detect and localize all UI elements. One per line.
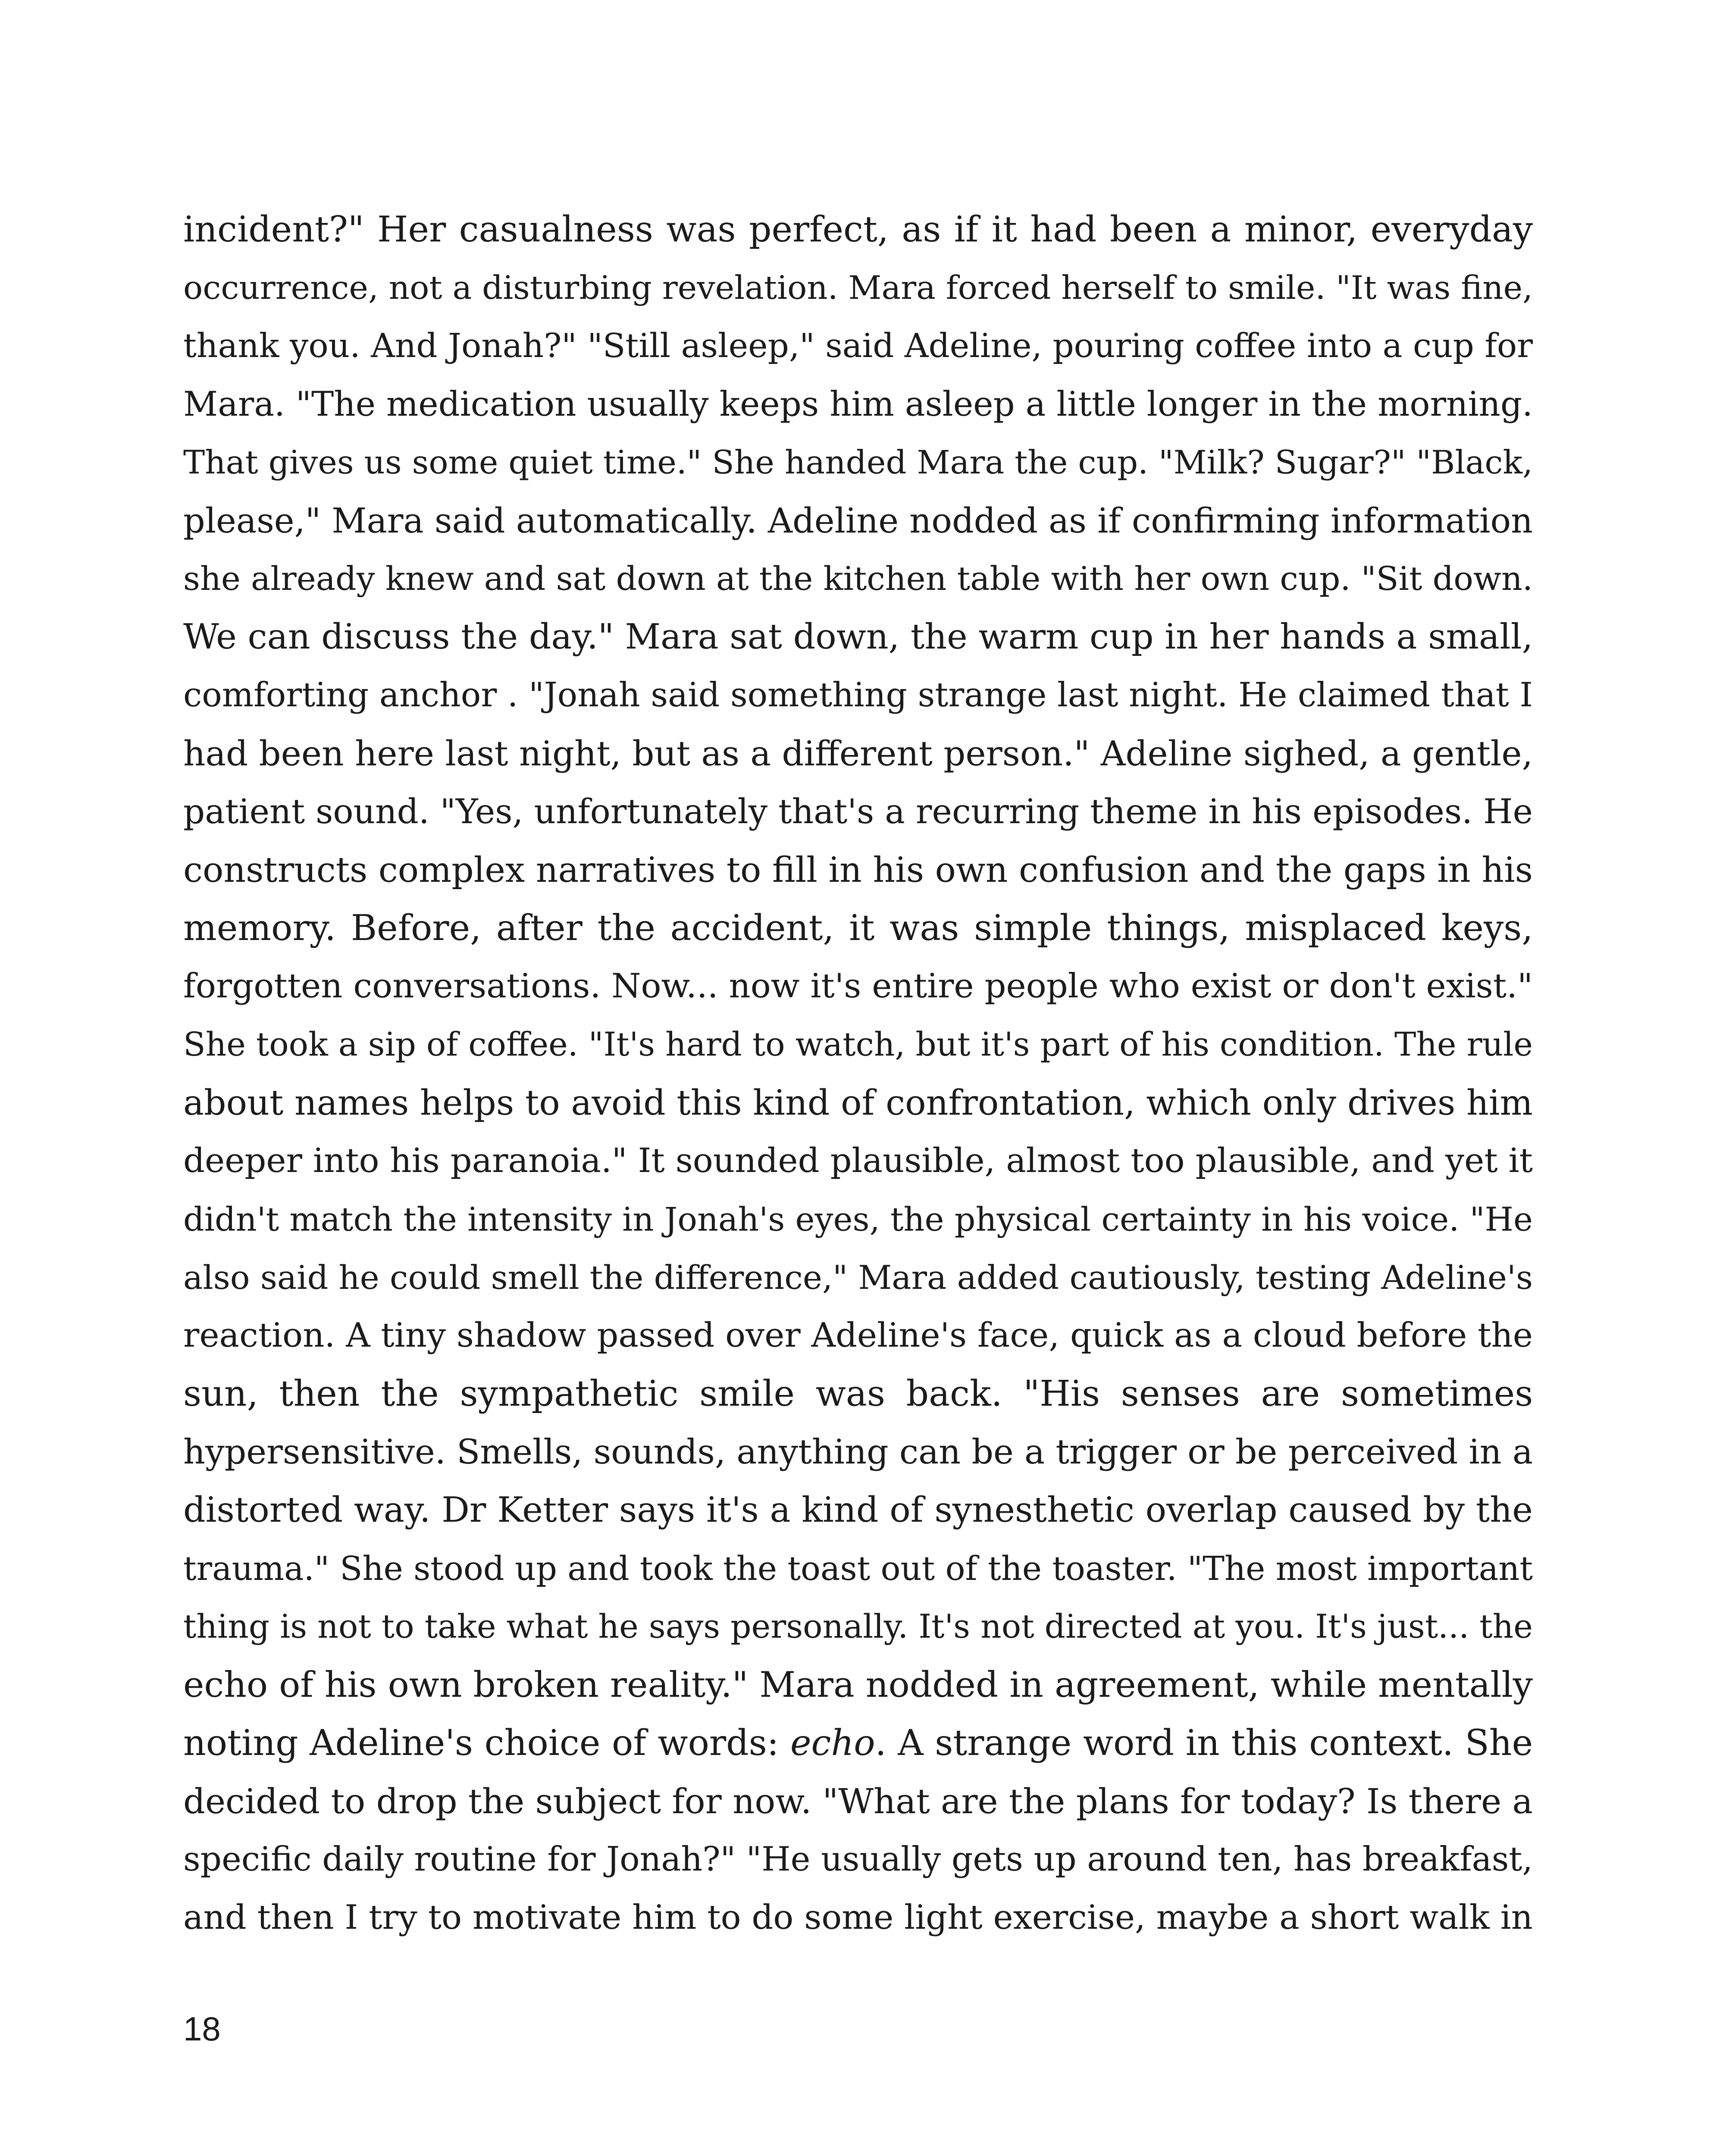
text-line: hypersensitive. Smells, sounds, anything can be a trigger or be perceived in a <box>183 1432 1533 1472</box>
text-line: forgotten conversations. Now... now it's entire people who exist or don't exist." <box>183 967 1533 1006</box>
text-line: thank you. And Jonah?" "Still asleep," said Adeline, pouring coffee into a cup for <box>183 327 1533 365</box>
text-line: trauma." She stood up and took the toast out of the toaster. "The most important <box>183 1549 1533 1588</box>
text-line: memory. Before, after the accident, it was simple things, misplaced keys, <box>183 908 1533 949</box>
text-line: and then I try to motivate him to do some light exercise, maybe a short walk in <box>183 1898 1533 1937</box>
text-segment: noting Adeline's choice of words: <box>183 1723 791 1764</box>
page-number: 18 <box>183 2010 221 2048</box>
text-line: she already knew and sat down at the kitchen table with her own cup. "Sit down. <box>183 560 1533 598</box>
italic-word: echo <box>790 1723 875 1764</box>
text-line-with-italic <box>183 1714 1533 1772</box>
text-line: about names helps to avoid this kind of confrontation, which only drives him <box>183 1082 1533 1123</box>
text-line: comforting anchor . "Jonah said something strange last night. He claimed that I <box>183 676 1533 714</box>
text-line: specific daily routine for Jonah?" "He usually gets up around ten, has breakfast, <box>183 1840 1533 1879</box>
text-line: echo of his own broken reality." Mara nodded in agreement, while mentally <box>183 1664 1533 1705</box>
text-line: please," Mara said automatically. Adeline nodded as if confirming information <box>183 501 1533 541</box>
body-text <box>183 201 1533 1947</box>
text-segment: . A strange word in this context. She <box>875 1723 1533 1764</box>
text-line: She took a sip of coffee. "It's hard to watch, but it's part of his condition. The rule <box>183 1025 1533 1063</box>
text-line: Mara. "The medication usually keeps him asleep a little longer in the morning. <box>183 385 1533 424</box>
text-line: also said he could smell the difference," Mara added cautiously, testing Adeline's <box>183 1258 1533 1297</box>
text-line: didn't match the intensity in Jonah's eyes, the physical certainty in his voice. "He <box>183 1200 1533 1238</box>
text-line: constructs complex narratives to fill in his own confusion and the gaps in his <box>183 849 1533 890</box>
text-line: distorted way. Dr Ketter says it's a kind of synesthetic overlap caused by the <box>183 1490 1533 1530</box>
text-line: deeper into his paranoia." It sounded plausible, almost too plausible, and yet it <box>183 1141 1533 1180</box>
text-line: had been here last night, but as a different person." Adeline sighed, a gentle, <box>183 733 1533 774</box>
text-line: sun, then the sympathetic smile was back. "His senses are sometimes <box>183 1373 1533 1414</box>
text-line: That gives us some quiet time." She handed Mara the cup. "Milk? Sugar?" "Black, <box>183 443 1533 481</box>
text-line: incident?" Her casualness was perfect, as if it had been a minor, everyday <box>183 209 1533 250</box>
text-line: reaction. A tiny shadow passed over Adeline's face, quick as a cloud before the <box>183 1316 1533 1355</box>
text-line: We can discuss the day." Mara sat down, the warm cup in her hands a small, <box>183 617 1533 657</box>
text-line: thing is not to take what he says personally. It's not directed at you. It's just... the <box>183 1608 1533 1645</box>
text-line: decided to drop the subject for now. "What are the plans for today? Is there a <box>183 1781 1533 1821</box>
text-line: patient sound. "Yes, unfortunately that's a recurring theme in his episodes. He <box>183 792 1533 831</box>
text-line: occurrence, not a disturbing revelation. Mara forced herself to smile. "It was fine, <box>183 269 1533 307</box>
